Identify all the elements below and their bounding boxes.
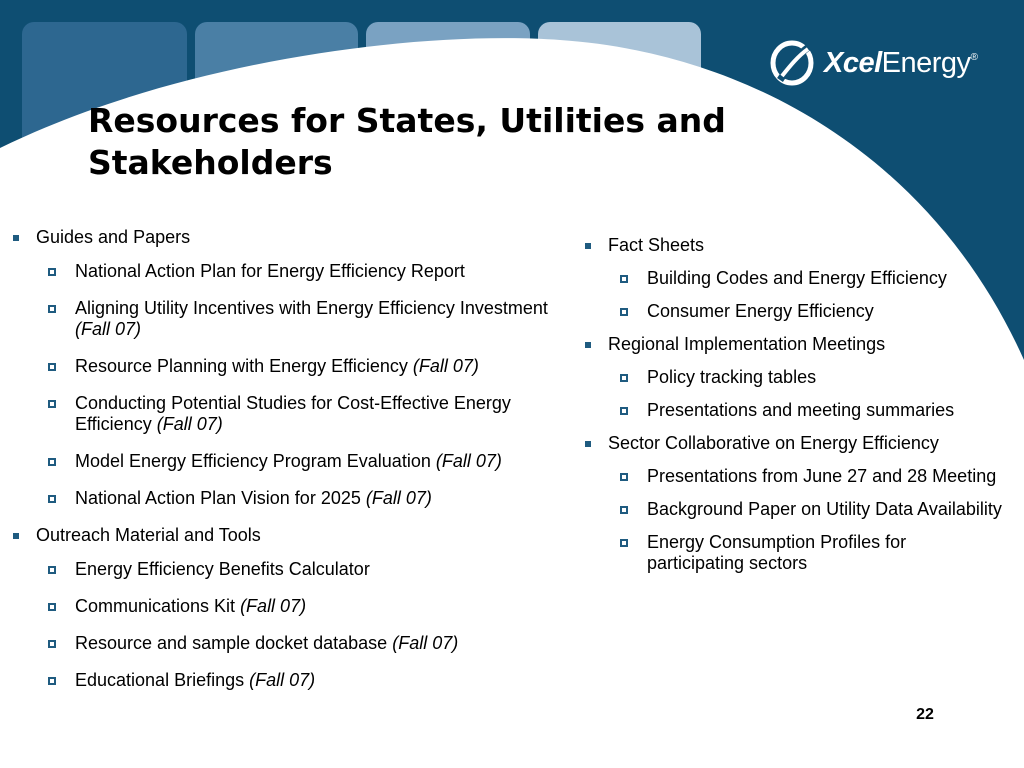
sub-item-text: Background Paper on Utility Data Availability [647,499,1002,519]
sub-list-item [36,633,567,654]
sub-item-text: Energy Efficiency Benefits Calculator [75,559,370,579]
sub-list-item [36,393,567,435]
hollow-square-bullet-icon [48,458,56,466]
sub-list-item [608,499,1004,520]
hollow-square-bullet-icon [48,640,56,648]
list-item-label: Fact Sheets [608,235,705,255]
square-bullet-icon [585,342,591,348]
list-item [584,235,1004,322]
sub-list-item [36,488,567,509]
sub-list-item [608,268,1004,289]
sub-item-text: Model Energy Efficiency Program Evaluation [75,451,436,471]
slide-title [88,100,768,184]
sub-item-date-note: (Fall 07) [365,488,432,508]
hollow-square-bullet-icon [48,677,56,685]
sub-list-item [36,298,567,340]
sub-item-date-note: (Fall 07) [240,596,307,616]
left-column [12,227,567,707]
sub-item-text: Educational Briefings [75,670,250,690]
sub-item-text: Communications Kit [75,596,241,616]
sub-list-item [608,301,1004,322]
sub-item-text: Resource and sample docket database [75,633,393,653]
list-item [584,334,1004,421]
hollow-square-bullet-icon [620,473,628,481]
logo-wordmark: XcelEnergy® [824,46,978,79]
title-line-2: Stakeholders [88,143,333,182]
square-bullet-icon [13,533,19,539]
sub-item-text: National Action Plan for Energy Efficiency Report [75,261,465,281]
sub-item-date-note: (Fall 07) [412,356,479,376]
sub-list-item [36,261,567,282]
hollow-square-bullet-icon [620,374,628,382]
hollow-square-bullet-icon [48,268,56,276]
sub-item-date-note: (Fall 07) [435,451,502,471]
sub-item-text: Aligning Utility Incentives with Energy Efficiency Investment [75,298,548,318]
list-item [12,227,567,509]
sub-list-item [608,400,1004,421]
right-column [584,235,1004,586]
title-line-1: Resources for States, Utilities and [88,101,726,140]
hollow-square-bullet-icon [48,363,56,371]
list-item-label: Guides and Papers [36,227,191,247]
hollow-square-bullet-icon [620,275,628,283]
hollow-square-bullet-icon [48,495,56,503]
list-item-label: Outreach Material and Tools [36,525,261,545]
hollow-square-bullet-icon [48,400,56,408]
sub-item-text: Policy tracking tables [647,367,817,387]
sub-list-item [36,559,567,580]
sub-item-date-note: (Fall 07) [75,319,142,339]
sub-item-text: Conducting Potential Studies for Cost-Effective Energy Efficiency [75,393,511,434]
hollow-square-bullet-icon [620,539,628,547]
list-item-label: Regional Implementation Meetings [608,334,886,354]
hollow-square-bullet-icon [620,308,628,316]
hollow-square-bullet-icon [48,305,56,313]
sub-item-text: Energy Consumption Profiles for participating sectors [647,532,907,573]
sub-item-date-note: (Fall 07) [156,414,223,434]
hollow-square-bullet-icon [620,506,628,514]
hollow-square-bullet-icon [620,407,628,415]
sub-list-item [36,596,567,617]
list-item-label: Sector Collaborative on Energy Efficiency [608,433,939,453]
sub-item-text: Consumer Energy Efficiency [647,301,874,321]
list-item [12,525,567,691]
xcel-energy-logo [770,40,977,86]
sub-list-item [36,451,567,472]
sub-list-item [608,532,1004,574]
sub-item-date-note: (Fall 07) [249,670,316,690]
sub-item-text: Building Codes and Energy Efficiency [647,268,947,288]
sub-list-item [608,367,1004,388]
sub-item-text: Resource Planning with Energy Efficiency [75,356,413,376]
list-item [584,433,1004,574]
sub-list-item [608,466,1004,487]
sub-list-item [36,670,567,691]
square-bullet-icon [585,243,591,249]
sub-item-text: Presentations and meeting summaries [647,400,955,420]
hollow-square-bullet-icon [48,566,56,574]
square-bullet-icon [13,235,19,241]
page-number: 22 [916,706,934,723]
hollow-square-bullet-icon [48,603,56,611]
sub-item-date-note: (Fall 07) [392,633,459,653]
xcel-swoosh-icon [770,40,818,86]
square-bullet-icon [585,441,591,447]
sub-item-text: National Action Plan Vision for 2025 [75,488,366,508]
sub-item-text: Presentations from June 27 and 28 Meeting [647,466,997,486]
sub-list-item [36,356,567,377]
